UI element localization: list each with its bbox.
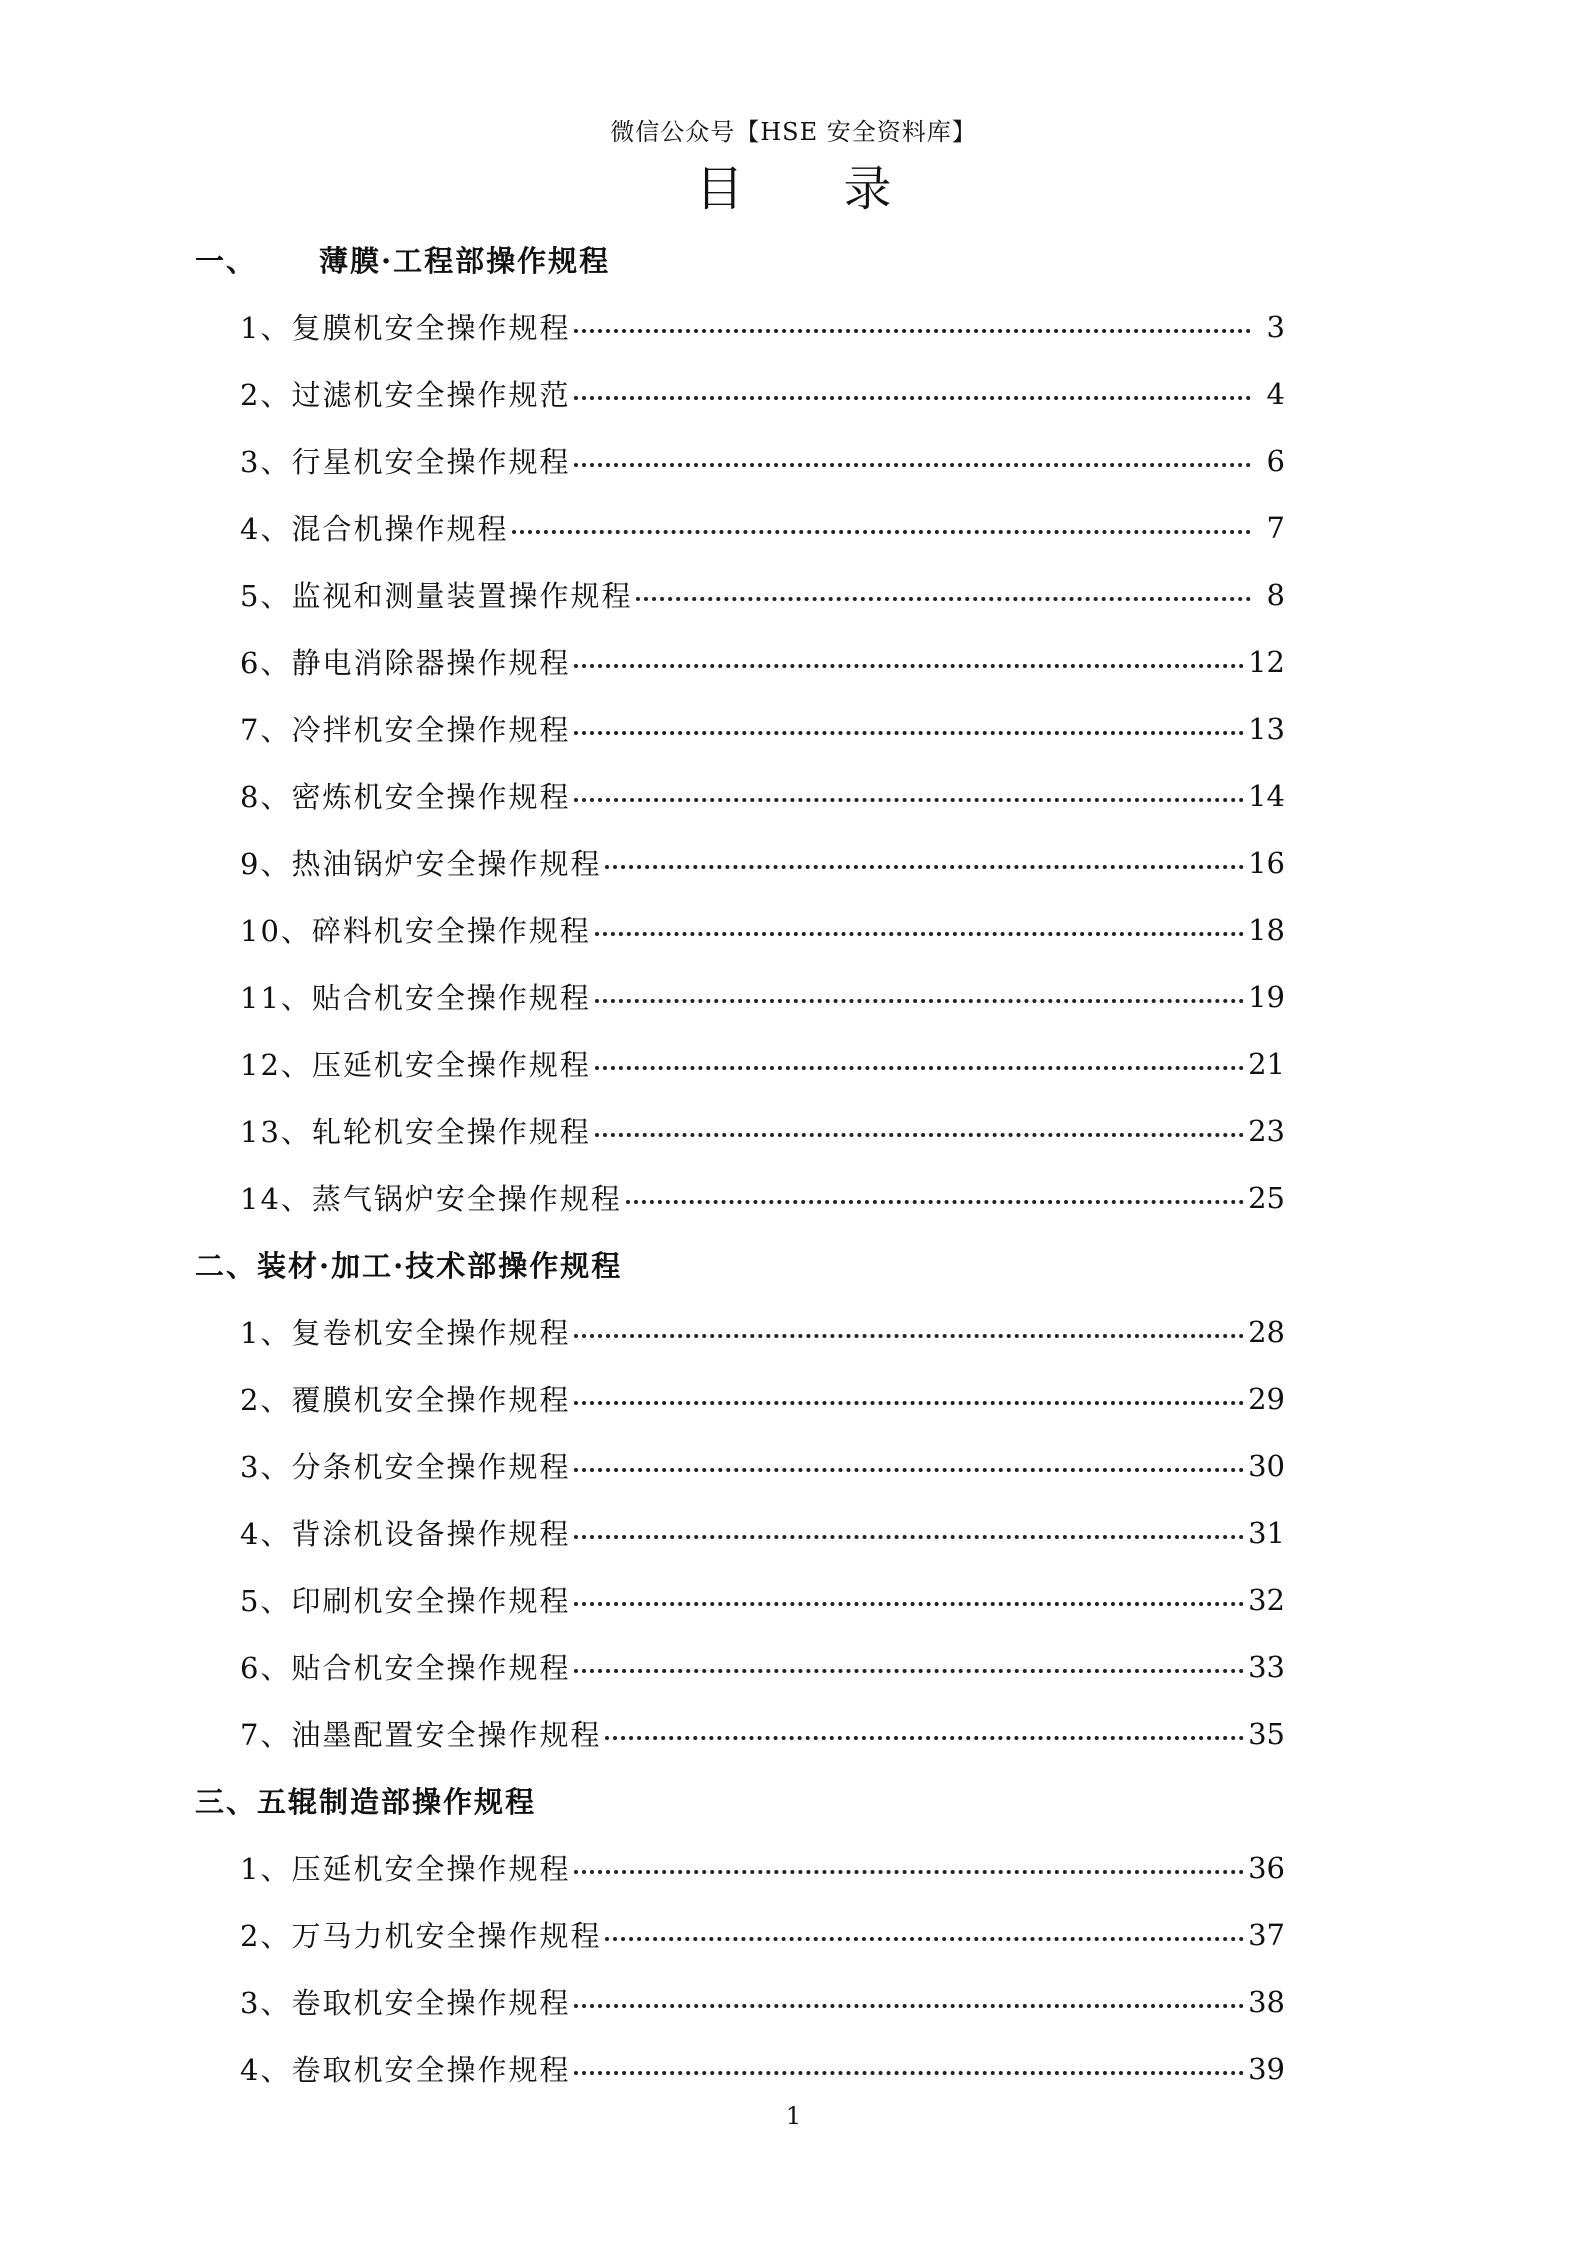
toc-entry[interactable] (195, 1164, 1285, 1231)
toc-entry-title: 7、冷拌机安全操作规程 (240, 713, 571, 747)
toc-entry[interactable] (195, 1700, 1285, 1767)
dot-leader (574, 1602, 1244, 1606)
toc-section-number: 三、 (195, 1785, 258, 1819)
toc-entry[interactable] (195, 762, 1285, 829)
toc-entry[interactable] (195, 963, 1285, 1030)
toc-entry-page: 25 (1248, 1180, 1285, 1215)
toc-entry-page: 28 (1248, 1314, 1285, 1349)
toc-entry-title: 4、混合机操作规程 (240, 512, 509, 546)
toc-entry-title: 5、监视和测量装置操作规程 (240, 579, 633, 613)
toc-section-number: 二、 (195, 1249, 258, 1283)
dot-leader (605, 865, 1244, 869)
dot-leader (574, 2071, 1244, 2075)
toc-entry-title: 11、贴合机安全操作规程 (240, 981, 591, 1015)
toc-entry-page: 31 (1248, 1515, 1285, 1550)
dot-leader (605, 1736, 1244, 1740)
toc-entry[interactable] (195, 1432, 1285, 1499)
dot-leader (574, 1401, 1244, 1405)
toc-entry-title: 2、覆膜机安全操作规程 (240, 1383, 571, 1417)
toc-entry-page: 33 (1248, 1649, 1285, 1684)
dot-leader (574, 1535, 1244, 1539)
toc-entry[interactable] (195, 1633, 1285, 1700)
toc-entry-page: 18 (1248, 912, 1285, 947)
toc-entry[interactable] (195, 1901, 1285, 1968)
dot-leader (574, 463, 1251, 467)
toc-entry[interactable] (195, 1298, 1285, 1365)
page-header: 微信公众号【HSE 安全资料库】 (610, 118, 977, 146)
toc-entry[interactable] (195, 2035, 1285, 2102)
toc-entry[interactable] (195, 561, 1285, 628)
toc-entry[interactable] (195, 293, 1285, 360)
toc-section-title: 薄膜·工程部操作规程 (257, 244, 611, 278)
toc-entry-page: 13 (1248, 711, 1285, 746)
toc-entry-page: 21 (1248, 1046, 1285, 1081)
dot-leader (626, 1200, 1244, 1204)
toc-section-title: 装材·加工·技术部操作规程 (257, 1249, 623, 1283)
toc-entry-page: 16 (1248, 845, 1285, 880)
toc-entry-page: 6 (1266, 443, 1285, 478)
dot-leader (574, 731, 1244, 735)
dot-leader (595, 999, 1244, 1003)
toc-entry-title: 4、背涂机设备操作规程 (240, 1517, 571, 1551)
toc-entry-page: 38 (1248, 1984, 1285, 2019)
dot-leader (574, 1468, 1244, 1472)
toc-entry[interactable] (195, 1566, 1285, 1633)
toc-entry-title: 6、静电消除器操作规程 (240, 646, 571, 680)
toc-entry-title: 1、复卷机安全操作规程 (240, 1316, 571, 1350)
toc-entry[interactable] (195, 1097, 1285, 1164)
toc-entry-page: 36 (1248, 1850, 1285, 1885)
toc-entry-page: 37 (1248, 1917, 1285, 1952)
dot-leader (595, 932, 1244, 936)
title-char-right: 录 (843, 161, 892, 217)
toc-entry[interactable] (195, 628, 1285, 695)
toc-entry[interactable] (195, 695, 1285, 762)
toc-section[interactable] (195, 226, 1285, 293)
toc-entry-title: 4、卷取机安全操作规程 (240, 2053, 571, 2087)
toc-entry-page: 29 (1248, 1381, 1285, 1416)
toc-entry[interactable] (195, 829, 1285, 896)
toc-entry-title: 2、万马力机安全操作规程 (240, 1919, 602, 1953)
toc-entry-title: 1、压延机安全操作规程 (240, 1852, 571, 1886)
toc-entry-page: 39 (1248, 2051, 1285, 2086)
toc-entry[interactable] (195, 1365, 1285, 1432)
toc-entry-title: 3、分条机安全操作规程 (240, 1450, 571, 1484)
toc-entry-title: 14、蒸气锅炉安全操作规程 (240, 1182, 622, 1216)
toc-entry[interactable] (195, 1968, 1285, 2035)
toc-entry[interactable] (195, 1499, 1285, 1566)
toc-entry-title: 13、轧轮机安全操作规程 (240, 1115, 591, 1149)
toc-entry-page: 14 (1248, 778, 1285, 813)
toc-entry-title: 6、贴合机安全操作规程 (240, 1651, 571, 1685)
toc-entry-page: 3 (1266, 309, 1285, 344)
toc-entry-page: 7 (1266, 510, 1285, 545)
toc-entry-page: 32 (1248, 1582, 1285, 1617)
toc-entry[interactable] (195, 1834, 1285, 1901)
toc-entry-title: 10、碎料机安全操作规程 (240, 914, 591, 948)
toc-entry-title: 3、卷取机安全操作规程 (240, 1986, 571, 2020)
toc-section[interactable] (195, 1231, 1285, 1298)
dot-leader (636, 597, 1251, 601)
toc-entry-title: 12、压延机安全操作规程 (240, 1048, 591, 1082)
toc-entry-page: 8 (1266, 577, 1285, 612)
toc-entry-title: 7、油墨配置安全操作规程 (240, 1718, 602, 1752)
dot-leader (574, 664, 1244, 668)
dot-leader (574, 1334, 1244, 1338)
toc-entry-page: 19 (1248, 979, 1285, 1014)
toc-entry-page: 12 (1248, 644, 1285, 679)
dot-leader (605, 1937, 1244, 1941)
table-of-contents (195, 226, 1285, 2102)
toc-entry-page: 4 (1266, 376, 1285, 411)
toc-entry-title: 8、密炼机安全操作规程 (240, 780, 571, 814)
dot-leader (595, 1133, 1244, 1137)
toc-entry[interactable] (195, 360, 1285, 427)
toc-section-number: 一、 (195, 244, 258, 278)
dot-leader (574, 1870, 1244, 1874)
toc-entry-page: 30 (1248, 1448, 1285, 1483)
toc-entry-title: 2、过滤机安全操作规范 (240, 378, 571, 412)
toc-entry-title: 5、印刷机安全操作规程 (240, 1584, 571, 1618)
toc-entry[interactable] (195, 494, 1285, 561)
toc-entry-page: 23 (1248, 1113, 1285, 1148)
dot-leader (595, 1066, 1244, 1070)
dot-leader (512, 530, 1251, 534)
toc-entry-title: 3、行星机安全操作规程 (240, 445, 571, 479)
dot-leader (574, 2004, 1244, 2008)
toc-entry-title: 9、热油锅炉安全操作规程 (240, 847, 602, 881)
title-char-left: 目 (695, 161, 744, 217)
dot-leader (574, 329, 1251, 333)
toc-section-title: 五辊制造部操作规程 (257, 1785, 537, 1819)
page-number: 1 (785, 2102, 802, 2130)
toc-entry-page: 35 (1248, 1716, 1285, 1751)
page-title (0, 150, 1587, 219)
toc-entry[interactable] (195, 1030, 1285, 1097)
toc-entry-title: 1、复膜机安全操作规程 (240, 311, 571, 345)
toc-entry[interactable] (195, 427, 1285, 494)
toc-section[interactable] (195, 1767, 1285, 1834)
toc-entry[interactable] (195, 896, 1285, 963)
dot-leader (574, 396, 1251, 400)
dot-leader (574, 798, 1244, 802)
dot-leader (574, 1669, 1244, 1673)
